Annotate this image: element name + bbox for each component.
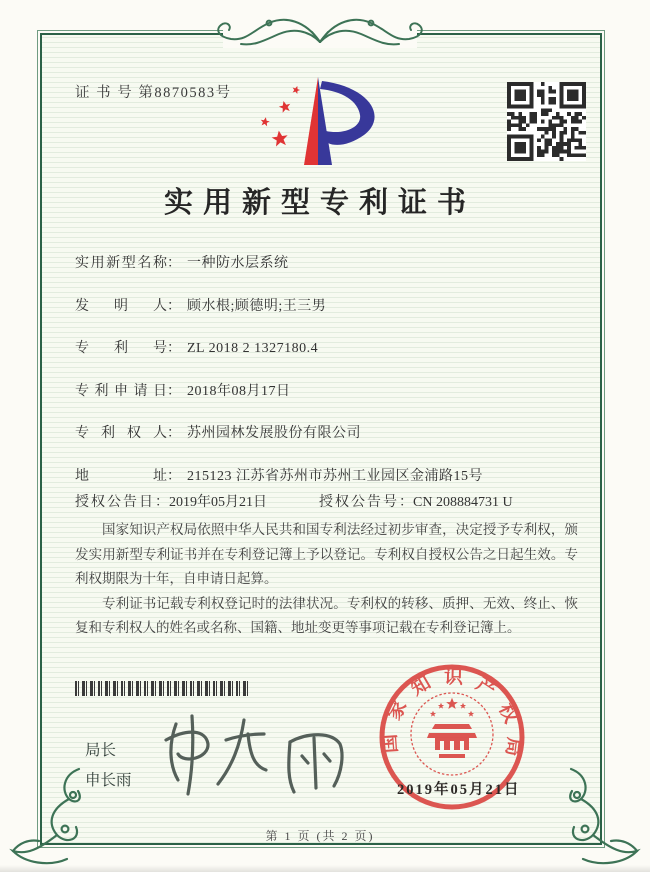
border-flourish-corner-right-icon: [565, 765, 647, 871]
field-value: 一种防水层系统: [187, 256, 289, 271]
grant-row: 授权公告日：2019年05月21日 授权公告号：CN 208884731 U: [75, 495, 513, 510]
field-value: 苏州园林发展股份有限公司: [187, 426, 361, 441]
page-edge-shadow: [0, 865, 650, 872]
field-value: 215123 江苏省苏州市苏州工业园区金浦路15号: [187, 468, 483, 484]
field-address: 地址： 215123 江苏省苏州市苏州工业园区金浦路15号: [75, 465, 580, 508]
legal-paragraph-1: 国家知识产权局依照中华人民共和国专利法经过初步审查，决定授予专利权，颁发实用新型专利证书并在专利登记簿上予以登记。专利权自授权公告之日起生效。专利权期限为十年，自申请日起算。: [75, 522, 578, 586]
field-label: 专利号: [75, 341, 167, 356]
border-flourish-top-icon: [205, 8, 435, 54]
grant-date-value: 2019年05月21日: [169, 495, 267, 510]
field-label: 实用新型名称: [75, 256, 167, 271]
commissioner-title: 局长: [85, 742, 117, 759]
field-label: 专利权人: [75, 426, 167, 441]
field-value: 2018年08月17日: [187, 383, 291, 399]
field-patent-number: 专利号： ZL 2018 2 1327180.4: [75, 337, 580, 380]
field-label: 发明人: [75, 298, 167, 314]
commissioner-signature: [148, 706, 353, 801]
field-value: 顾水根;顾德明;王三男: [187, 298, 327, 314]
grant-number-label: 授权公告号: [319, 495, 399, 510]
commissioner-name: 申长雨: [85, 772, 132, 789]
certificate-number: 证 书 号 第8870583号: [75, 85, 232, 101]
field-label: 专利申请日: [75, 383, 167, 399]
grant-number-value: CN 208884731 U: [413, 495, 513, 510]
certificate-title: 实用新型专利证书: [163, 187, 476, 219]
field-label: 地址: [75, 468, 167, 484]
field-patentee: 专利权人： 苏州园林发展股份有限公司: [75, 422, 580, 465]
barcode: [75, 681, 248, 696]
seal-date: 2019年05月21日: [397, 782, 521, 798]
field-list: [75, 252, 580, 507]
field-utility-model-name: 实用新型名称： 一种防水层系统: [75, 252, 580, 295]
page-number: 第 1 页 (共 2 页): [265, 829, 375, 843]
seal-org-text: 国家知识产权局: [379, 666, 525, 758]
legal-text: [75, 518, 578, 641]
border-flourish-corner-left-icon: [3, 765, 85, 871]
field-filing-date: 专利申请日： 2018年08月17日: [75, 380, 580, 423]
cnipa-logo-icon: [252, 73, 398, 171]
qr-code: [507, 82, 586, 161]
commissioner-block: [85, 736, 132, 796]
legal-paragraph-2: 专利证书记载专利权登记时的法律状况。专利权的转移、质押、无效、终止、恢复和专利权人的姓名或名称、国籍、地址变更等事项记载在专利登记簿上。: [75, 595, 578, 635]
grant-date-label: 授权公告日: [75, 495, 155, 510]
field-value: ZL 2018 2 1327180.4: [187, 341, 319, 356]
field-inventor: 发明人： 顾水根;顾德明;王三男: [75, 295, 580, 338]
